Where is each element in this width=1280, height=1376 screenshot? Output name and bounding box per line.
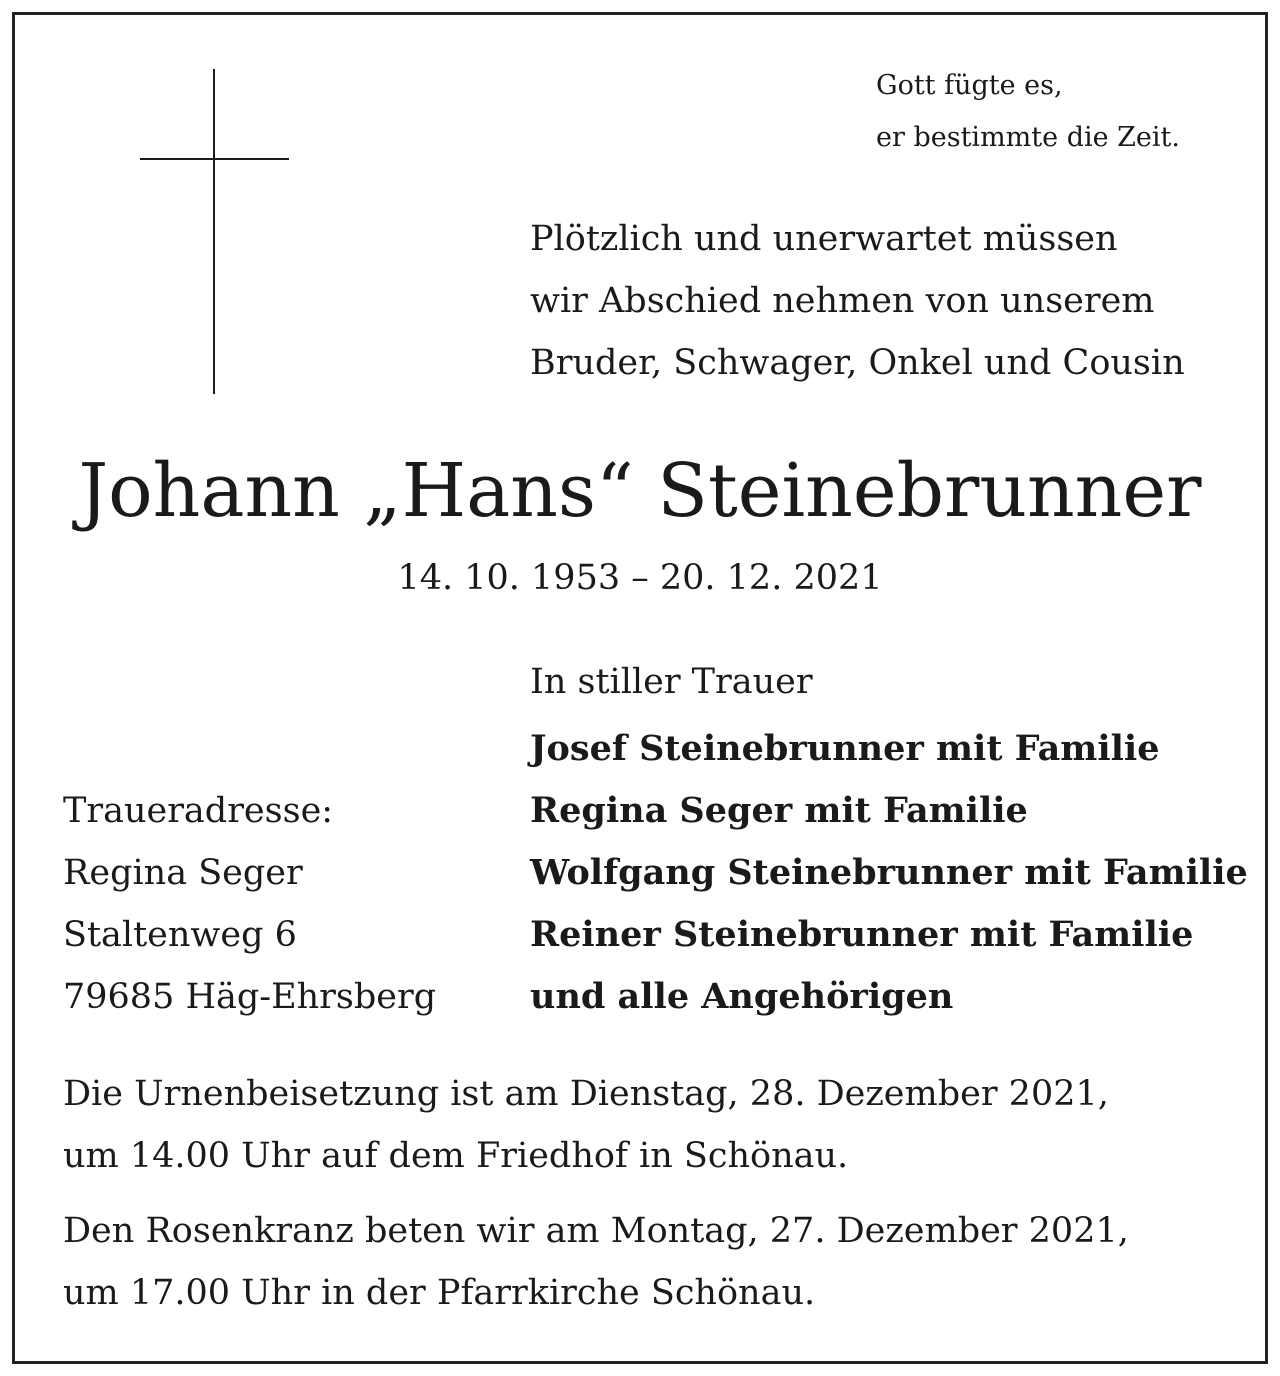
mourner-item: Wolfgang Steinebrunner mit Familie bbox=[530, 852, 1248, 893]
intro-line: wir Abschied nehmen von unserem bbox=[530, 281, 1155, 321]
motto-line: er bestimmte die Zeit. bbox=[876, 122, 1180, 153]
mourning-address bbox=[63, 780, 503, 1028]
burial-info-line: Die Urnenbeisetzung ist am Dienstag, 28. Dezember 2021, bbox=[63, 1074, 1109, 1114]
address-line: Staltenweg 6 bbox=[63, 915, 297, 955]
rosary-info-line: um 17.00 Uhr in der Pfarrkirche Schönau. bbox=[63, 1273, 816, 1313]
burial-info bbox=[63, 1063, 1233, 1187]
deceased-name: Johann „Hans“ Steinebrunner bbox=[78, 448, 1202, 534]
motto-line: Gott fügte es, bbox=[876, 70, 1063, 101]
rosary-info-line: Den Rosenkranz beten wir am Montag, 27. Dezember 2021, bbox=[63, 1211, 1129, 1251]
mourners-list bbox=[530, 718, 1260, 1028]
address-line: Regina Seger bbox=[63, 853, 303, 893]
motto bbox=[876, 60, 1256, 164]
mourning-label: In stiller Trauer bbox=[530, 662, 813, 702]
address-line: 79685 Häg-Ehrsberg bbox=[63, 977, 437, 1017]
mourner-item: und alle Angehörigen bbox=[530, 976, 954, 1017]
life-dates: 14. 10. 1953 – 20. 12. 2021 bbox=[397, 558, 883, 598]
cross-horizontal-bar bbox=[140, 158, 289, 160]
intro-line: Plötzlich und unerwartet müssen bbox=[530, 219, 1118, 259]
intro-text bbox=[530, 208, 1250, 394]
intro-line: Bruder, Schwager, Onkel und Cousin bbox=[530, 343, 1185, 383]
cross-vertical-bar bbox=[213, 69, 215, 394]
address-label: Traueradresse: bbox=[63, 791, 334, 831]
mourner-item: Regina Seger mit Familie bbox=[530, 790, 1028, 831]
mourner-item: Josef Steinebrunner mit Familie bbox=[530, 728, 1160, 769]
burial-info-line: um 14.00 Uhr auf dem Friedhof in Schönau. bbox=[63, 1136, 849, 1176]
rosary-info bbox=[63, 1200, 1233, 1324]
mourner-item: Reiner Steinebrunner mit Familie bbox=[530, 914, 1194, 955]
